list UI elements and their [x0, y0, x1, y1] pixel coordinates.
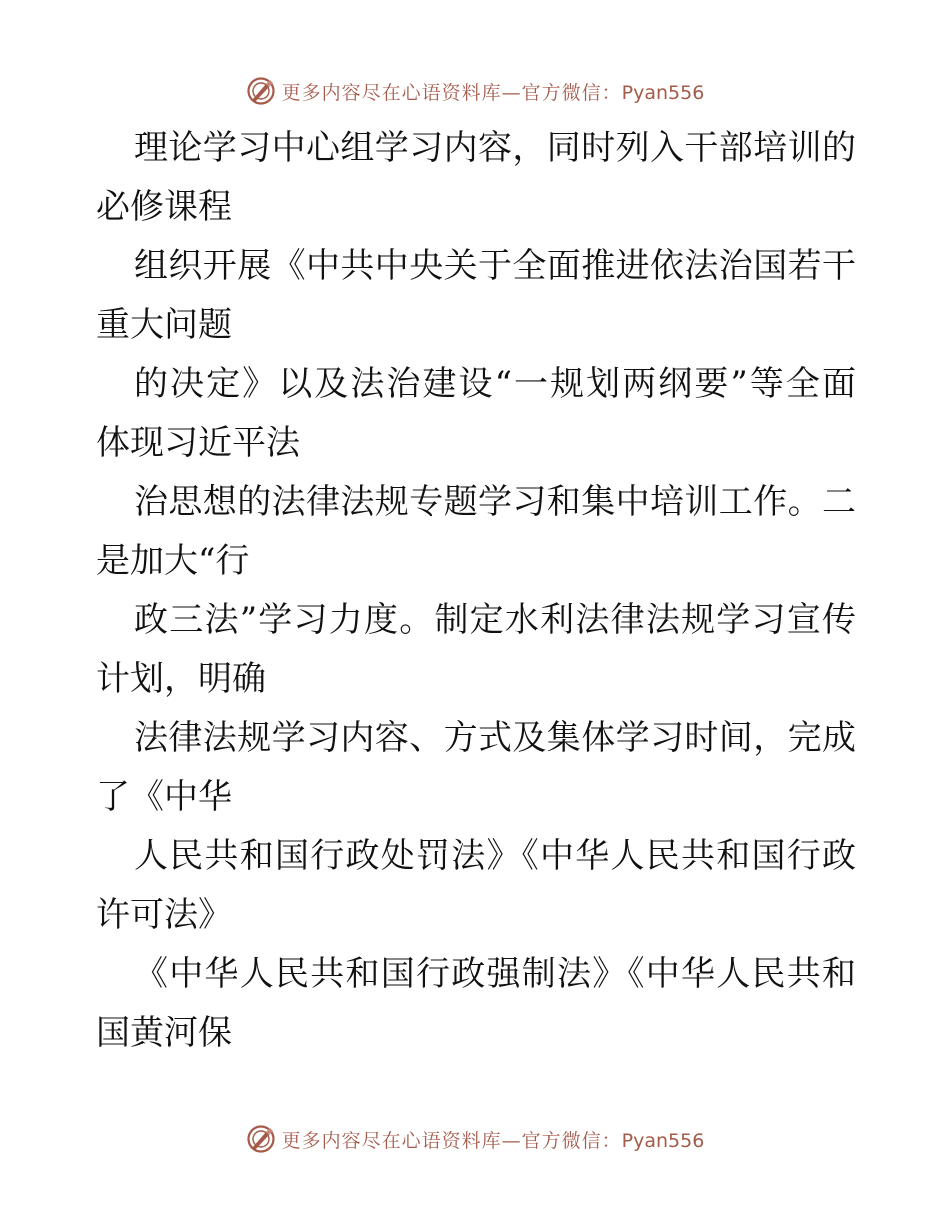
- text-line: 许可法》: [96, 895, 232, 935]
- text-line: 理论学习中心组学习内容，同时列入干部培训的: [134, 128, 856, 168]
- text-line: 组织开展《中共中央关于全面推进依法治国若干: [134, 246, 856, 286]
- text-line: 的决定》以及法治建设“一规划两纲要”等全面: [134, 364, 856, 404]
- watermark-text: 更多内容尽在心语资料库—官方微信：: [281, 1129, 622, 1152]
- pen-logo-icon: [246, 1124, 276, 1154]
- text-line: 必修课程: [96, 187, 232, 227]
- body-text: [96, 119, 856, 1063]
- text-line: 是加大“行: [96, 541, 250, 581]
- footer-watermark: [0, 1119, 950, 1159]
- text-line: 治思想的法律法规专题学习和集中培训工作。二: [134, 482, 856, 522]
- pen-logo-icon: [246, 76, 276, 106]
- text-line: 体现习近平法: [96, 423, 300, 463]
- text-line: 《中华人民共和国行政强制法》《中华人民共和: [134, 954, 856, 994]
- text-line: 了《中华: [96, 777, 232, 817]
- watermark-wechat-id: Pyan556: [621, 1129, 705, 1152]
- text-line: 重大问题: [96, 305, 232, 345]
- watermark-text: 更多内容尽在心语资料库—官方微信：: [281, 81, 622, 104]
- text-line: 人民共和国行政处罚法》《中华人民共和国行政: [134, 836, 856, 876]
- text-line: 政三法”学习力度。制定水利法律法规学习宣传: [134, 600, 856, 640]
- text-line: 计划，明确: [96, 659, 266, 699]
- header-watermark: [0, 71, 950, 111]
- text-line: 法律法规学习内容、方式及集体学习时间，完成: [134, 718, 856, 758]
- watermark-wechat-id: Pyan556: [621, 81, 705, 104]
- text-line: 国黄河保: [96, 1013, 232, 1053]
